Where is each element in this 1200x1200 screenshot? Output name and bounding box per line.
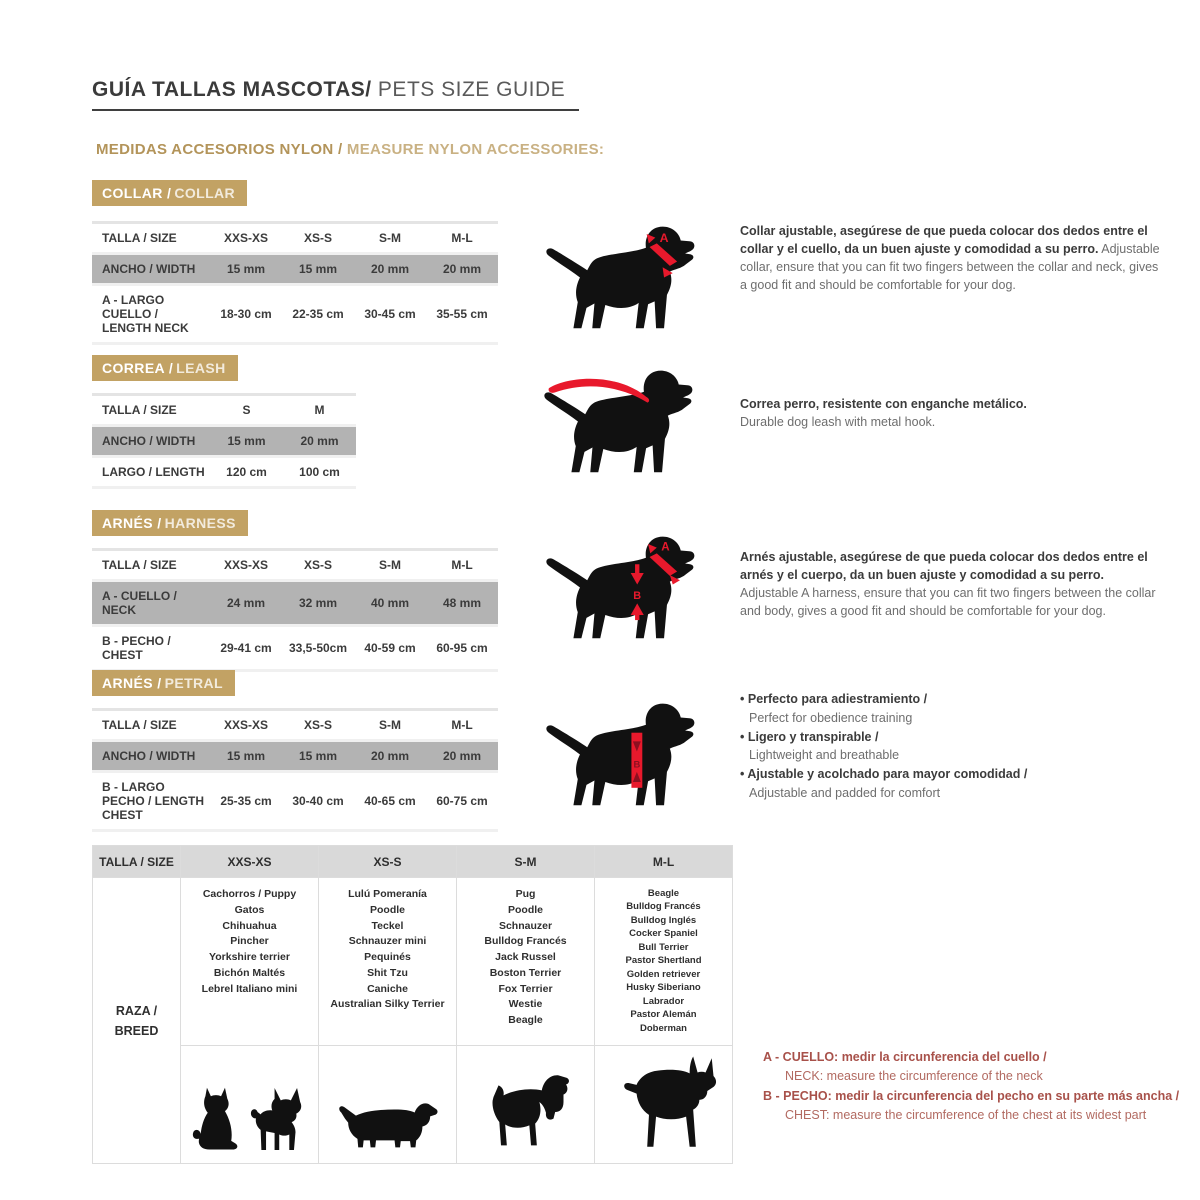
petral-width-value: 15 mm [210, 741, 282, 772]
petral-length-value: 40-65 cm [354, 772, 426, 831]
harness-description [740, 548, 1164, 621]
measure-a-label: A [661, 540, 670, 554]
petral-size-table [92, 708, 498, 832]
breed-list-xxs-xs: Cachorros / Puppy Gatos Chihuahua Pincher Yorkshire terrier Bichón Maltés Lebrel Italiano mini [181, 878, 319, 1046]
petral-header-xs-s: XS-S [282, 710, 354, 741]
page-title-en: PETS SIZE GUIDE [371, 78, 566, 101]
harness-section-badge [92, 510, 248, 536]
leash-width-row [92, 426, 356, 457]
collar-header-row [92, 223, 498, 254]
chihuahua-silhouette-icon [249, 1083, 311, 1155]
dog-silhouette-leash-icon [536, 362, 704, 478]
leash-section-badge [92, 355, 238, 381]
leash-badge-es: CORREA / [102, 360, 174, 376]
collar-length-value: 35-55 cm [426, 285, 498, 344]
page-title [92, 78, 579, 111]
breed-header-size: TALLA / SIZE [93, 846, 181, 878]
harness-chest-value: 33,5-50cm [282, 626, 354, 671]
leash-width-label: ANCHO / WIDTH [92, 426, 210, 457]
harness-neck-value: 40 mm [354, 581, 426, 626]
page-subtitle-en: MEASURE NYLON ACCESSORIES: [346, 141, 605, 158]
dog-silhouette-petral-icon [538, 695, 706, 811]
silhouette-cell-s-m [457, 1046, 595, 1164]
collar-badge-en: COLLAR [174, 185, 236, 201]
petral-bullet-en: Lightweight and breathable [749, 748, 900, 763]
collar-dog-illustration [538, 218, 706, 334]
petral-dog-illustration [538, 695, 706, 811]
petral-length-value: 60-75 cm [426, 772, 498, 831]
collar-header-s-m: S-M [354, 223, 426, 254]
leash-header-s: S [210, 395, 283, 426]
collar-badge-es: COLLAR / [102, 185, 172, 201]
harness-neck-value: 32 mm [282, 581, 354, 626]
leash-header-size: TALLA / SIZE [92, 395, 210, 426]
measuring-notes [763, 1048, 1199, 1126]
leash-dog-illustration [536, 362, 704, 478]
harness-badge-en: HARNESS [164, 515, 236, 531]
harness-neck-value: 24 mm [210, 581, 282, 626]
harness-header-size: TALLA / SIZE [92, 550, 210, 581]
cat-silhouette-icon [189, 1083, 239, 1155]
petral-bullet-es: • Perfecto para adiestramiento / [740, 690, 1170, 709]
petral-badge-en: PETRAL [164, 675, 223, 691]
collar-header-m-l: M-L [426, 223, 498, 254]
breed-silhouette-row [93, 1046, 733, 1164]
harness-chest-value: 29-41 cm [210, 626, 282, 671]
collar-width-value: 15 mm [282, 254, 354, 285]
collar-description [740, 222, 1164, 295]
silhouette-cell-m-l [595, 1046, 733, 1164]
petral-feature-list [740, 690, 1170, 803]
note-a-en: NECK: measure the circumference of the neck [785, 1069, 1043, 1084]
harness-header-s-m: S-M [354, 550, 426, 581]
petral-badge-es: ARNÉS / [102, 675, 162, 691]
harness-header-xxs-xs: XXS-XS [210, 550, 282, 581]
petral-width-value: 15 mm [282, 741, 354, 772]
silhouette-cell-xxs-xs [181, 1046, 319, 1164]
petral-bullet-en: Adjustable and padded for comfort [749, 785, 941, 800]
page-subtitle [96, 141, 604, 158]
harness-neck-label: A - CUELLO / NECK [92, 581, 210, 626]
note-b-en: CHEST: measure the circumference of the chest at its widest part [785, 1108, 1147, 1123]
harness-header-row [92, 550, 498, 581]
leash-header-m: M [283, 395, 356, 426]
leash-width-value: 20 mm [283, 426, 356, 457]
harness-neck-value: 48 mm [426, 581, 498, 626]
breed-list-row [93, 878, 733, 1046]
petral-bullet-es: • Ajustable y acolchado para mayor comodidad / [740, 765, 1170, 784]
breed-row-label: RAZA / BREED [93, 878, 181, 1164]
leash-description [740, 395, 1164, 431]
breed-list-m-l: Beagle Bulldog Francés Bulldog Inglés Cocker Spaniel Bull Terrier Pastor Shertland Golden retriever Husky Siberiano Labrador Pastor Alemán Doberman [595, 878, 733, 1046]
breed-list-xs-s: Lulú Pomeranía Poodle Teckel Schnauzer mini Pequinés Shit Tzu Caniche Australian Silky Terrier [319, 878, 457, 1046]
petral-header-s-m: S-M [354, 710, 426, 741]
petral-bullet-es: • Ligero y transpirable / [740, 728, 1170, 747]
doberman-silhouette-icon [610, 1053, 718, 1152]
petral-header-m-l: M-L [426, 710, 498, 741]
petral-header-xxs-xs: XXS-XS [210, 710, 282, 741]
leash-badge-en: LEASH [176, 360, 226, 376]
leash-length-row [92, 457, 356, 488]
harness-header-m-l: M-L [426, 550, 498, 581]
harness-chest-value: 40-59 cm [354, 626, 426, 671]
petral-width-value: 20 mm [354, 741, 426, 772]
harness-badge-es: ARNÉS / [102, 515, 162, 531]
harness-neck-row [92, 581, 498, 626]
petral-width-value: 20 mm [426, 741, 498, 772]
collar-width-value: 20 mm [354, 254, 426, 285]
schnauzer-silhouette-icon [480, 1067, 572, 1152]
breed-header-s-m: S-M [457, 846, 595, 878]
breed-header-xxs-xs: XXS-XS [181, 846, 319, 878]
collar-desc-es: Collar ajustable, asegúrese de que pueda colocar dos dedos entre el collar y el cuello, da un buen ajuste y comodidad a su perro. [740, 224, 1148, 257]
dog-silhouette-collar-icon [538, 218, 706, 334]
girth-stem-bottom [635, 614, 639, 620]
silhouette-cell-xs-s [319, 1046, 457, 1164]
collar-length-label: A - LARGO CUELLO / LENGTH NECK [92, 285, 210, 344]
petral-width-row [92, 741, 498, 772]
leash-desc-en: Durable dog leash with metal hook. [740, 415, 936, 430]
page-subtitle-es: MEDIDAS ACCESORIOS NYLON / [96, 141, 347, 158]
petral-section-badge [92, 670, 235, 696]
collar-header-xxs-xs: XXS-XS [210, 223, 282, 254]
petral-width-label: ANCHO / WIDTH [92, 741, 210, 772]
harness-dog-illustration [538, 528, 706, 644]
leash-length-value: 120 cm [210, 457, 283, 488]
girth-stem-top [635, 564, 639, 573]
page-title-es: GUÍA TALLAS MASCOTAS/ [92, 78, 372, 101]
breed-header-xs-s: XS-S [319, 846, 457, 878]
harness-chest-value: 60-95 cm [426, 626, 498, 671]
harness-chest-row [92, 626, 498, 671]
breed-header-m-l: M-L [595, 846, 733, 878]
collar-length-value: 30-45 cm [354, 285, 426, 344]
collar-width-row [92, 254, 498, 285]
collar-header-size: TALLA / SIZE [92, 223, 210, 254]
dog-silhouette-harness-icon [538, 528, 706, 644]
collar-size-table [92, 221, 498, 345]
collar-width-label: ANCHO / WIDTH [92, 254, 210, 285]
leash-length-label: LARGO / LENGTH [92, 457, 210, 488]
measure-b-label: B [633, 758, 641, 770]
breed-list-s-m: Pug Poodle Schnauzer Bulldog Francés Jack Russel Boston Terrier Fox Terrier Westie Beagle [457, 878, 595, 1046]
harness-header-xs-s: XS-S [282, 550, 354, 581]
leash-length-value: 100 cm [283, 457, 356, 488]
harness-desc-en: Adjustable A harness, ensure that you can fit two fingers between the collar and body, gives a good fit and should be comfortable for your dog. [740, 586, 1156, 619]
collar-width-value: 20 mm [426, 254, 498, 285]
note-a-es: A - CUELLO: medir la circunferencia del cuello / [763, 1050, 1047, 1064]
leash-size-table [92, 393, 356, 489]
collar-width-value: 15 mm [210, 254, 282, 285]
measure-a-label: A [659, 230, 669, 245]
petral-length-value: 25-35 cm [210, 772, 282, 831]
leash-desc-es: Correa perro, resistente con enganche metálico. [740, 397, 1027, 411]
petral-length-row [92, 772, 498, 831]
petral-header-row [92, 710, 498, 741]
collar-length-value: 18-30 cm [210, 285, 282, 344]
leash-width-value: 15 mm [210, 426, 283, 457]
breed-size-table [92, 845, 733, 1164]
collar-length-value: 22-35 cm [282, 285, 354, 344]
harness-size-table [92, 548, 498, 672]
collar-header-xs-s: XS-S [282, 223, 354, 254]
harness-chest-label: B - PECHO / CHEST [92, 626, 210, 671]
petral-bullet-en: Perfect for obedience training [749, 710, 913, 725]
petral-header-size: TALLA / SIZE [92, 710, 210, 741]
leash-header-row [92, 395, 356, 426]
breed-header-row [93, 846, 733, 878]
note-b-es: B - PECHO: medir la circunferencia del pecho en su parte más ancha / [763, 1088, 1180, 1103]
collar-length-row [92, 285, 498, 344]
collar-desc-en: Adjustable collar, ensure that you can fit two fingers between the collar and neck, gives a good fit and should be comfortable for your dog. [740, 242, 1160, 293]
petral-length-value: 30-40 cm [282, 772, 354, 831]
harness-desc-es: Arnés ajustable, asegúrese de que pueda colocar dos dedos entre el arnés y el cuerpo, da un buen ajuste y comodidad a su perro. [740, 550, 1148, 583]
dachshund-silhouette-icon [329, 1094, 447, 1152]
collar-section-badge [92, 180, 247, 206]
petral-length-label: B - LARGO PECHO / LENGTH CHEST [92, 772, 210, 831]
measure-b-label: B [633, 590, 642, 603]
